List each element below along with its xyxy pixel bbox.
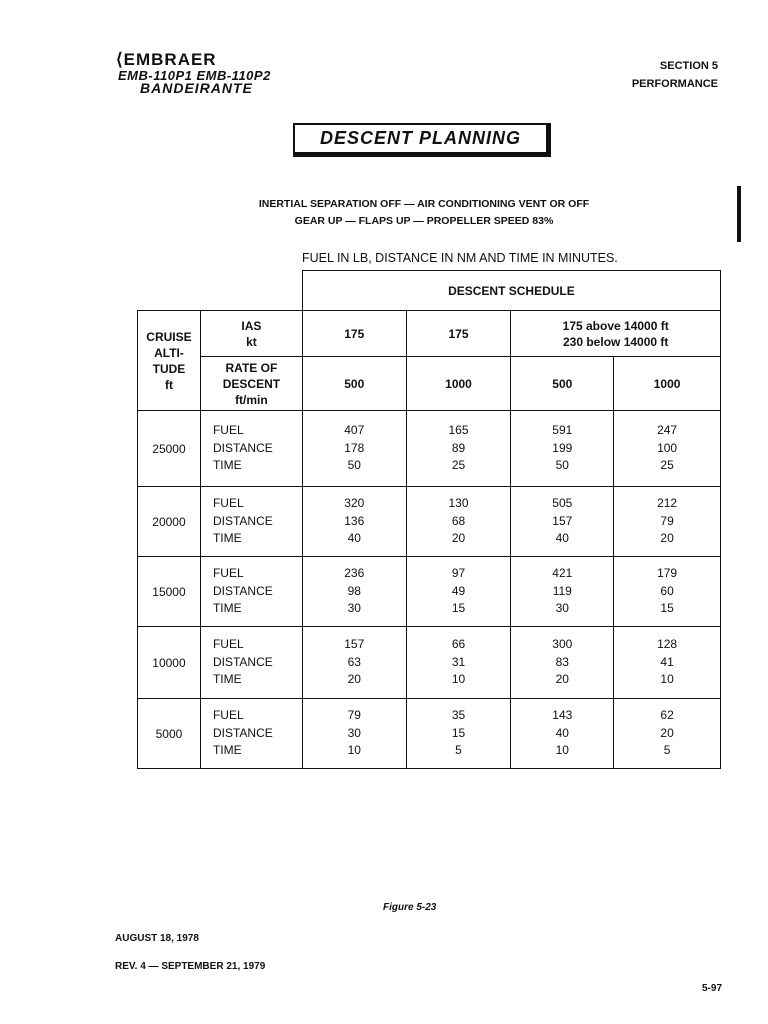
value: 5	[455, 743, 462, 758]
table-row	[138, 557, 721, 627]
value-cell	[614, 557, 721, 627]
cruise-label-1: CRUISE	[146, 329, 192, 344]
value: 25	[660, 458, 674, 473]
value: 40	[555, 531, 569, 546]
value-cell	[302, 557, 406, 627]
value: 30	[555, 601, 569, 616]
value-cell	[614, 411, 721, 487]
value: 66	[451, 637, 466, 652]
value: 41	[660, 654, 674, 669]
value-cell	[614, 627, 721, 699]
metric-label: FUEL	[212, 708, 244, 723]
value: 5	[663, 743, 671, 758]
metric-label: DISTANCE	[212, 440, 273, 455]
value: 25	[451, 458, 466, 473]
value: 212	[657, 496, 678, 511]
value: 157	[552, 513, 573, 528]
value-cell	[406, 699, 511, 769]
cruise-label-2: ALTI-	[154, 345, 184, 360]
value: 407	[344, 423, 365, 438]
value: 20	[660, 725, 674, 740]
value-cell	[511, 699, 614, 769]
value-cell	[614, 699, 721, 769]
conditions-line-1: INERTIAL SEPARATION OFF — AIR CONDITIONING VENT OR OFF	[258, 198, 590, 210]
table-row	[138, 411, 721, 487]
value: 60	[660, 583, 674, 598]
metric-label: TIME	[212, 743, 242, 758]
value: 10	[451, 672, 466, 687]
altitude-cell: 15000	[138, 557, 201, 627]
conditions-line-2: GEAR UP — FLAPS UP — PROPELLER SPEED 83%	[294, 215, 554, 227]
value: 179	[657, 566, 678, 581]
ias-unit: kt	[246, 334, 257, 349]
value: 98	[347, 583, 361, 598]
figure-caption: Figure 5-23	[383, 902, 437, 913]
value: 31	[451, 654, 466, 669]
value: 50	[555, 458, 569, 473]
metric-label: TIME	[212, 601, 242, 616]
value: 505	[552, 496, 573, 511]
ias-col3-line1: 175 above 14000 ft	[562, 318, 669, 333]
rate-value: 500	[511, 357, 614, 411]
table-row	[138, 699, 721, 769]
rate-value: 1000	[614, 357, 721, 411]
cruise-altitude-header	[138, 311, 201, 411]
metric-label: TIME	[212, 672, 242, 687]
metric-labels-cell	[200, 699, 302, 769]
revision-bar	[737, 186, 741, 242]
section-number: SECTION 5	[659, 60, 718, 72]
metric-label: DISTANCE	[212, 725, 273, 740]
rate-of-descent-header	[200, 357, 302, 411]
value-cell	[511, 411, 614, 487]
metric-label: DISTANCE	[212, 583, 273, 598]
value: 320	[344, 496, 365, 511]
rate-label-1: RATE OF	[225, 360, 278, 375]
value-cell	[406, 557, 511, 627]
descent-table	[137, 270, 721, 769]
ias-col3-line2: 230 below 14000 ft	[563, 334, 669, 349]
value: 68	[451, 513, 466, 528]
page-number: 5-97	[701, 983, 722, 994]
altitude-cell: 5000	[138, 699, 201, 769]
value: 119	[552, 583, 572, 598]
cruise-label-4: ft	[164, 377, 173, 392]
brand-models: EMB-110P1 EMB-110P2	[118, 68, 271, 83]
metric-label: FUEL	[212, 496, 244, 511]
metric-labels-cell	[200, 487, 302, 557]
value: 97	[451, 566, 466, 581]
revision-date: REV. 4 — SEPTEMBER 21, 1979	[115, 961, 266, 972]
page-title: DESCENT PLANNING	[293, 123, 551, 157]
value: 10	[347, 743, 361, 758]
metric-label: DISTANCE	[212, 654, 273, 669]
value-cell	[614, 487, 721, 557]
metric-label: TIME	[212, 458, 242, 473]
altitude-cell: 20000	[138, 487, 201, 557]
value: 79	[347, 708, 361, 723]
ias-value-col2: 175	[406, 311, 511, 357]
value-cell	[302, 627, 406, 699]
brand-name: ⟨EMBRAER	[116, 50, 217, 69]
value-cell	[511, 627, 614, 699]
metric-labels-cell	[200, 557, 302, 627]
value-cell	[511, 487, 614, 557]
value: 40	[347, 531, 361, 546]
section-title: PERFORMANCE	[631, 78, 718, 90]
value-cell	[302, 487, 406, 557]
table-row	[138, 487, 721, 557]
value: 30	[347, 725, 361, 740]
value: 10	[660, 672, 674, 687]
value: 20	[347, 672, 361, 687]
value: 421	[552, 566, 573, 581]
value: 20	[451, 531, 466, 546]
ias-label: IAS	[241, 318, 262, 333]
metric-label: FUEL	[212, 566, 244, 581]
units-note: FUEL IN LB, DISTANCE IN NM AND TIME IN MINUTES.	[302, 251, 618, 265]
arrow-logo-icon: ⟨	[116, 50, 124, 69]
metric-label: DISTANCE	[212, 513, 273, 528]
value: 128	[657, 637, 678, 652]
value-cell	[406, 487, 511, 557]
rate-value: 500	[302, 357, 406, 411]
value: 89	[451, 440, 466, 455]
value: 62	[660, 708, 674, 723]
value-cell	[302, 411, 406, 487]
value: 178	[344, 440, 365, 455]
value: 300	[552, 637, 573, 652]
value: 15	[451, 601, 466, 616]
rate-label-3: ft/min	[235, 392, 268, 407]
metric-label: TIME	[212, 531, 242, 546]
metric-labels-cell	[200, 411, 302, 487]
value-cell	[406, 411, 511, 487]
value: 40	[555, 725, 569, 740]
metric-labels-cell	[200, 627, 302, 699]
descent-schedule-header: DESCENT SCHEDULE	[302, 271, 720, 311]
value: 83	[555, 654, 569, 669]
rate-value: 1000	[406, 357, 511, 411]
value: 35	[451, 708, 466, 723]
value-cell	[302, 699, 406, 769]
value: 591	[552, 423, 573, 438]
metric-label: FUEL	[212, 637, 244, 652]
table-body	[138, 411, 721, 769]
value: 136	[344, 513, 365, 528]
value: 143	[552, 708, 573, 723]
metric-label: FUEL	[212, 423, 244, 438]
value: 10	[555, 743, 569, 758]
value: 49	[451, 583, 466, 598]
value: 15	[660, 601, 674, 616]
ias-value-col3	[511, 311, 721, 357]
table-corner	[138, 271, 303, 311]
value: 247	[657, 423, 678, 438]
brand-product-name: BANDEIRANTE	[140, 80, 253, 96]
issue-date: AUGUST 18, 1978	[115, 933, 199, 944]
ias-value-col1: 175	[302, 311, 406, 357]
value: 236	[344, 566, 365, 581]
value: 199	[552, 440, 573, 455]
value: 63	[347, 654, 361, 669]
cruise-label-3: TUDE	[152, 361, 186, 376]
value: 30	[347, 601, 361, 616]
table-row	[138, 627, 721, 699]
value: 157	[344, 637, 365, 652]
altitude-cell: 10000	[138, 627, 201, 699]
value: 20	[660, 531, 674, 546]
value: 20	[555, 672, 569, 687]
altitude-cell: 25000	[138, 411, 201, 487]
value: 130	[448, 496, 469, 511]
value-cell	[511, 557, 614, 627]
value: 100	[657, 440, 678, 455]
value: 165	[448, 423, 469, 438]
value-cell	[406, 627, 511, 699]
rate-label-2: DESCENT	[222, 376, 281, 391]
value: 79	[660, 513, 674, 528]
value: 15	[451, 725, 466, 740]
value: 50	[347, 458, 361, 473]
ias-header	[200, 311, 302, 357]
